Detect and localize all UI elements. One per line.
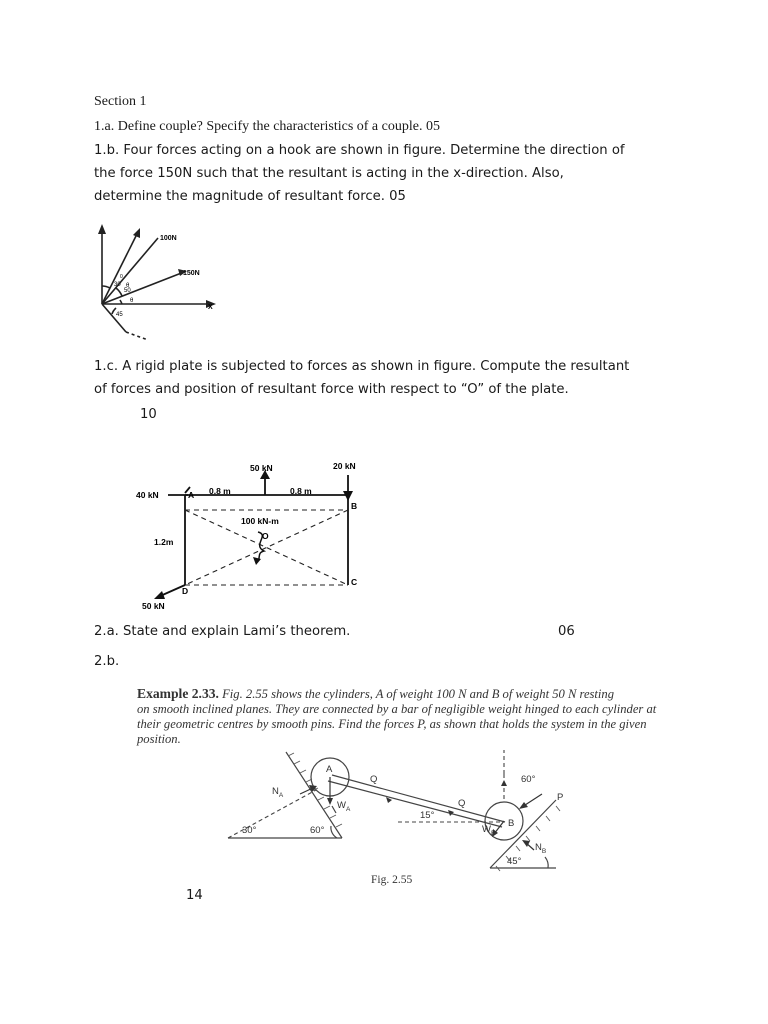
question-1b-line2: the force 150N such that the resultant is acting in the x-direction. Also, bbox=[94, 166, 564, 181]
example-line3: their geometric centres by smooth pins. Find the forces P, as shown that holds the system in the given bbox=[137, 717, 647, 731]
question-2b: 2.b. bbox=[94, 654, 120, 669]
cylinder-a-label: A bbox=[326, 764, 333, 775]
question-1b-line3: determine the magnitude of resultant force. 05 bbox=[94, 189, 406, 204]
angle-60-top: 60° bbox=[521, 774, 536, 785]
question-1c-line1: 1.c. A rigid plate is subjected to forces as shown in figure. Compute the resultant bbox=[94, 359, 630, 374]
angle-30: 30 bbox=[114, 282, 121, 288]
reaction-nb: $N_B$ bbox=[535, 842, 547, 855]
label-x-axis: X bbox=[208, 304, 213, 311]
question-1a: 1.a. Define couple? Specify the characteristics of a couple. 05 bbox=[94, 119, 440, 134]
weight-wb: $W_B$ bbox=[482, 824, 496, 837]
angle-45: 45 bbox=[116, 312, 123, 318]
force-20kn: 20 kN bbox=[333, 461, 356, 471]
example-line4: position. bbox=[137, 732, 181, 746]
example-line1: Fig. 2.55 shows the cylinders, A of weight 100 N and B of weight 50 N resting bbox=[222, 687, 615, 701]
example-title: Example 2.33. bbox=[137, 686, 219, 701]
point-b: B bbox=[351, 501, 358, 511]
bar-force-q2: Q bbox=[458, 798, 466, 809]
question-1c-line2: of forces and position of resultant force with respect to “O” of the plate. bbox=[94, 382, 569, 397]
force-bottom-cut: 50 kN bbox=[142, 601, 165, 611]
angle-15: 15° bbox=[420, 810, 435, 821]
angle-60: 60° bbox=[310, 825, 325, 836]
force-50kn: 50 kN bbox=[250, 463, 273, 473]
point-c: C bbox=[351, 577, 358, 587]
point-o: O bbox=[262, 531, 269, 541]
reaction-na: $N_A$ bbox=[272, 786, 284, 799]
rigid-plate-figure bbox=[130, 455, 380, 611]
point-d: D bbox=[182, 586, 189, 596]
dim-left: 0.8 m bbox=[209, 486, 231, 496]
hook-forces-figure bbox=[90, 222, 220, 347]
angle-30: 30° bbox=[242, 825, 257, 836]
question-1c bbox=[94, 355, 674, 426]
question-2a-marks: 06 bbox=[558, 624, 575, 639]
force-40kn: 40 kN bbox=[136, 490, 159, 500]
degree-mark: 0 bbox=[120, 274, 123, 280]
section-title: Section 1 bbox=[94, 94, 147, 109]
angle-theta-2: θ bbox=[130, 298, 134, 304]
dim-right: 0.8 m bbox=[290, 486, 312, 496]
point-a: A bbox=[188, 490, 195, 500]
figure-caption: Fig. 2.55 bbox=[371, 874, 413, 886]
angle-45: 45° bbox=[507, 856, 522, 867]
angle-theta-1: θ bbox=[126, 283, 130, 289]
cylinder-b-label: B bbox=[508, 818, 515, 829]
question-1b-line1: 1.b. Four forces acting on a hook are shown in figure. Determine the direction of bbox=[94, 143, 625, 158]
question-2a: 2.a. State and explain Lami’s theorem. bbox=[94, 624, 351, 639]
label-150n: 150N bbox=[183, 270, 200, 277]
question-1c-marks: 10 bbox=[140, 407, 157, 422]
question-1b bbox=[94, 139, 674, 208]
force-p: P bbox=[557, 792, 564, 803]
dim-height: 1.2m bbox=[154, 537, 174, 547]
question-2b-marks: 14 bbox=[186, 888, 203, 903]
cylinders-figure bbox=[222, 750, 602, 870]
bar-force-q1: Q bbox=[370, 774, 378, 785]
angle-50: 50 bbox=[124, 288, 131, 294]
weight-wa: $W_A$ bbox=[337, 800, 351, 813]
example-line2: on smooth inclined planes. They are connected by a bar of negligible weight hinged to each cylinder at bbox=[137, 702, 657, 716]
moment-label: 100 kN-m bbox=[241, 516, 279, 526]
example-2-33 bbox=[137, 686, 697, 747]
label-100n: 100N bbox=[160, 235, 177, 242]
